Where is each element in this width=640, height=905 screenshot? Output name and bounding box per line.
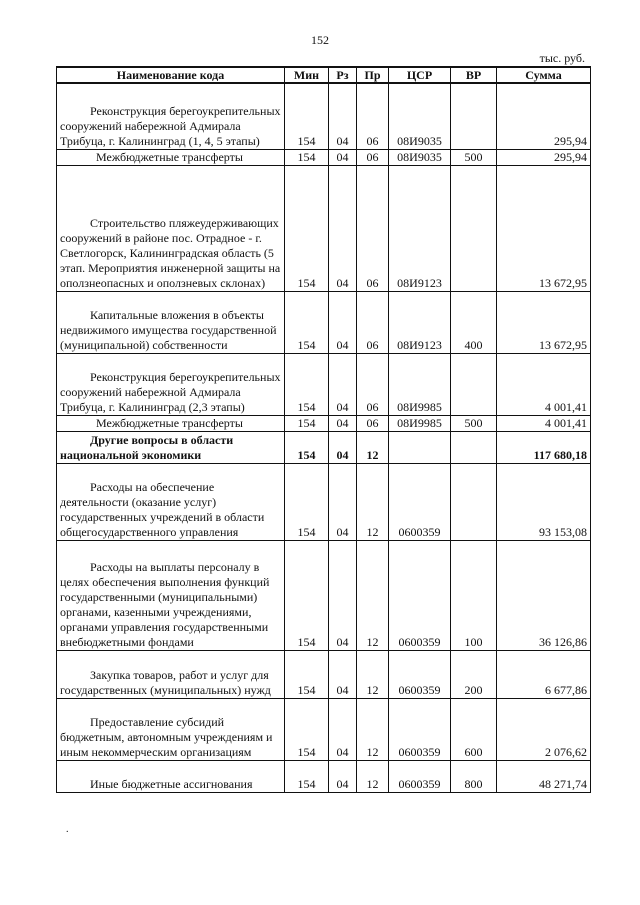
row-sum: 36 126,86 <box>497 540 591 650</box>
row-rz: 04 <box>329 291 357 353</box>
row-vr: 600 <box>451 698 497 760</box>
row-csr <box>389 431 451 463</box>
stray-dot: . <box>66 824 69 835</box>
row-vr: 500 <box>451 149 497 165</box>
row-name: Другие вопросы в области национальной экономики <box>57 431 285 463</box>
row-csr: 0600359 <box>389 650 451 698</box>
row-csr: 08И9035 <box>389 149 451 165</box>
budget-table <box>56 66 591 793</box>
row-sum: 13 672,95 <box>497 291 591 353</box>
header-sum: Сумма <box>497 67 591 83</box>
row-rz: 04 <box>329 650 357 698</box>
row-csr: 0600359 <box>389 698 451 760</box>
row-rz: 04 <box>329 431 357 463</box>
row-csr: 08И9123 <box>389 165 451 291</box>
table-row <box>57 149 591 165</box>
row-vr <box>451 353 497 415</box>
row-rz: 04 <box>329 83 357 149</box>
table-row <box>57 353 591 415</box>
row-csr: 0600359 <box>389 463 451 540</box>
row-csr: 08И9985 <box>389 415 451 431</box>
row-csr: 0600359 <box>389 760 451 792</box>
table-row <box>57 698 591 760</box>
row-name: Строительство пляжеудерживающих сооружений в районе пос. Отрадное - г. Светлогорск, Калининградская область (5 этап. Мероприятия инженерной защиты на оползнеопасных и оползневых склонах) <box>57 165 285 291</box>
row-sum: 4 001,41 <box>497 415 591 431</box>
row-rz: 04 <box>329 353 357 415</box>
row-name: Капитальные вложения в объекты недвижимого имущества государственной (муниципальной) собственности <box>57 291 285 353</box>
table-row <box>57 431 591 463</box>
row-rz: 04 <box>329 760 357 792</box>
row-name: Иные бюджетные ассигнования <box>57 760 285 792</box>
row-pr: 06 <box>357 353 389 415</box>
header-rz: Рз <box>329 67 357 83</box>
row-csr: 0600359 <box>389 540 451 650</box>
row-min: 154 <box>285 431 329 463</box>
row-name: Реконструкция берегоукрепительных сооружений набережной Адмирала Трибуца, г. Калининград (1, 4, 5 этапы) <box>57 83 285 149</box>
row-vr <box>451 83 497 149</box>
row-rz: 04 <box>329 165 357 291</box>
row-min: 154 <box>285 698 329 760</box>
row-pr: 06 <box>357 165 389 291</box>
row-sum: 93 153,08 <box>497 463 591 540</box>
row-min: 154 <box>285 650 329 698</box>
row-sum: 13 672,95 <box>497 165 591 291</box>
row-sum: 6 677,86 <box>497 650 591 698</box>
row-name: Межбюджетные трансферты <box>57 149 285 165</box>
row-vr <box>451 431 497 463</box>
row-vr <box>451 165 497 291</box>
table-row <box>57 540 591 650</box>
row-sum: 295,94 <box>497 149 591 165</box>
table-row <box>57 165 591 291</box>
row-min: 154 <box>285 540 329 650</box>
row-vr: 400 <box>451 291 497 353</box>
row-csr: 08И9123 <box>389 291 451 353</box>
header-csr: ЦСР <box>389 67 451 83</box>
row-rz: 04 <box>329 540 357 650</box>
row-min: 154 <box>285 291 329 353</box>
row-min: 154 <box>285 463 329 540</box>
row-min: 154 <box>285 83 329 149</box>
table-row <box>57 415 591 431</box>
row-csr: 08И9035 <box>389 83 451 149</box>
row-pr: 12 <box>357 650 389 698</box>
row-min: 154 <box>285 415 329 431</box>
row-sum: 4 001,41 <box>497 353 591 415</box>
row-sum: 295,94 <box>497 83 591 149</box>
row-pr: 06 <box>357 83 389 149</box>
row-vr: 500 <box>451 415 497 431</box>
row-vr: 100 <box>451 540 497 650</box>
row-rz: 04 <box>329 463 357 540</box>
row-pr: 12 <box>357 431 389 463</box>
row-sum: 117 680,18 <box>497 431 591 463</box>
row-rz: 04 <box>329 698 357 760</box>
row-pr: 12 <box>357 463 389 540</box>
table-row <box>57 463 591 540</box>
row-csr: 08И9985 <box>389 353 451 415</box>
row-pr: 06 <box>357 149 389 165</box>
row-min: 154 <box>285 149 329 165</box>
table-row <box>57 650 591 698</box>
row-min: 154 <box>285 760 329 792</box>
table-row <box>57 291 591 353</box>
page-number: 152 <box>311 33 329 47</box>
row-sum: 2 076,62 <box>497 698 591 760</box>
row-min: 154 <box>285 165 329 291</box>
row-pr: 06 <box>357 291 389 353</box>
row-vr: 800 <box>451 760 497 792</box>
row-name: Расходы на обеспечение деятельности (оказание услуг) государственных учреждений в области общегосударственного управления <box>57 463 285 540</box>
row-pr: 12 <box>357 540 389 650</box>
row-name: Закупка товаров, работ и услуг для государственных (муниципальных) нужд <box>57 650 285 698</box>
row-vr <box>451 463 497 540</box>
row-pr: 06 <box>357 415 389 431</box>
row-name: Предоставление субсидий бюджетным, автономным учреждениям и иным некоммерческим организациям <box>57 698 285 760</box>
table-header-row <box>57 67 591 83</box>
header-name: Наименование кода <box>57 67 285 83</box>
row-name: Реконструкция берегоукрепительных сооружений набережной Адмирала Трибуца, г. Калининград (2,3 этапы) <box>57 353 285 415</box>
table-row <box>57 760 591 792</box>
table-row <box>57 83 591 149</box>
row-pr: 12 <box>357 760 389 792</box>
header-min: Мин <box>285 67 329 83</box>
row-pr: 12 <box>357 698 389 760</box>
row-rz: 04 <box>329 415 357 431</box>
units-label: тыс. руб. <box>539 51 585 65</box>
row-rz: 04 <box>329 149 357 165</box>
row-min: 154 <box>285 353 329 415</box>
row-name: Расходы на выплаты персоналу в целях обеспечения выполнения функций государственными (муниципальными) органами, казенными учреждениями, органами управления государственными внебюджетными фондами <box>57 540 285 650</box>
row-sum: 48 271,74 <box>497 760 591 792</box>
row-name: Межбюджетные трансферты <box>57 415 285 431</box>
header-vr: ВР <box>451 67 497 83</box>
header-pr: Пр <box>357 67 389 83</box>
row-vr: 200 <box>451 650 497 698</box>
